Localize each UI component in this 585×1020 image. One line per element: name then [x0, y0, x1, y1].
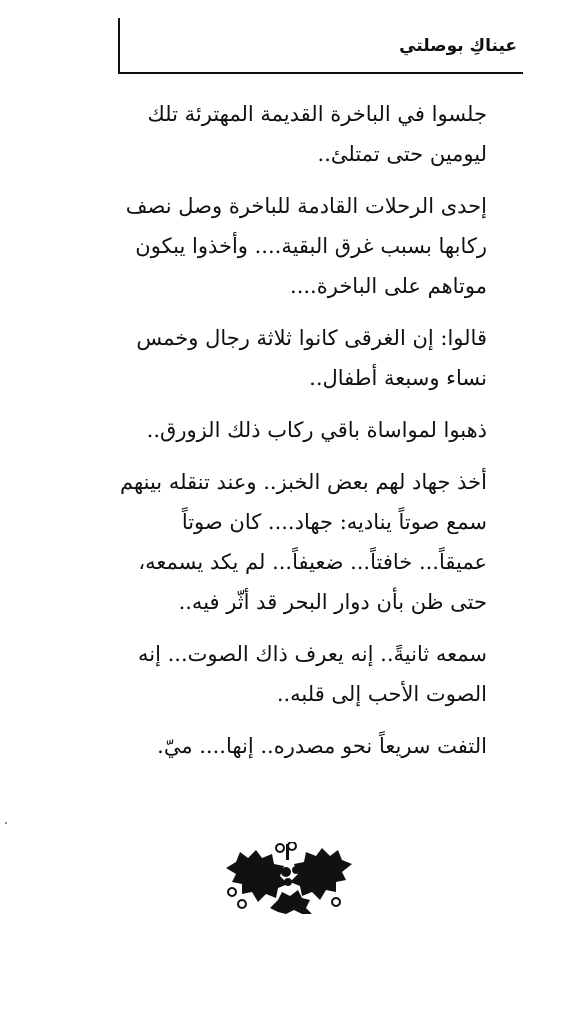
- paragraph-2: [54, 186, 517, 306]
- paragraph-5: [54, 462, 517, 622]
- text-line: موتاهم على الباخرة....: [290, 274, 487, 298]
- holly-leaves-ornament-icon: [222, 842, 356, 914]
- text-line: حتى ظن بأن دوار البحر قد أثّر فيه..: [178, 590, 487, 614]
- text-line: جلسوا في الباخرة القديمة المهترئة تلك: [147, 102, 487, 126]
- paragraph-4: [54, 410, 517, 450]
- text-line: قالوا: إن الغرقى كانوا ثلاثة رجال وخمس: [136, 326, 487, 350]
- text-line: سمعه ثانيةً.. إنه يعرف ذاك الصوت... إنه: [137, 642, 487, 666]
- paragraph-3: [54, 318, 517, 398]
- running-head-title: عيناكِ بوصلتي: [399, 36, 517, 56]
- text-line: الصوت الأحب إلى قلبه..: [276, 682, 487, 706]
- paragraph-7: [54, 726, 517, 766]
- page-speck: [5, 822, 7, 824]
- text-line: ذهبوا لمواساة باقي ركاب ذلك الزورق..: [146, 418, 487, 442]
- paragraph-6: [54, 634, 517, 714]
- header-horizontal-rule: [118, 72, 523, 74]
- text-line: عميقاً... خافتاً... ضعيفاً... لم يكد يسمعه،: [138, 550, 487, 574]
- text-line: إحدى الرحلات القادمة للباخرة وصل نصف: [125, 194, 487, 218]
- paragraph-1: [54, 94, 517, 174]
- text-line: ركابها بسبب غرق البقية.... وأخذوا يبكون: [135, 234, 487, 258]
- text-line: نساء وسبعة أطفال..: [309, 366, 487, 390]
- page-body: [54, 94, 517, 778]
- text-line: التفت سريعاً نحو مصدره.. إنها.... ميّ.: [157, 734, 487, 758]
- text-line: أخذ جهاد لهم بعض الخبز.. وعند تنقله بينهم: [119, 470, 487, 494]
- text-line: سمع صوتاً يناديه: جهاد.... كان صوتاً: [181, 510, 487, 534]
- text-line: ليومين حتى تمتلئ..: [317, 142, 487, 166]
- header-vertical-rule: [118, 18, 120, 74]
